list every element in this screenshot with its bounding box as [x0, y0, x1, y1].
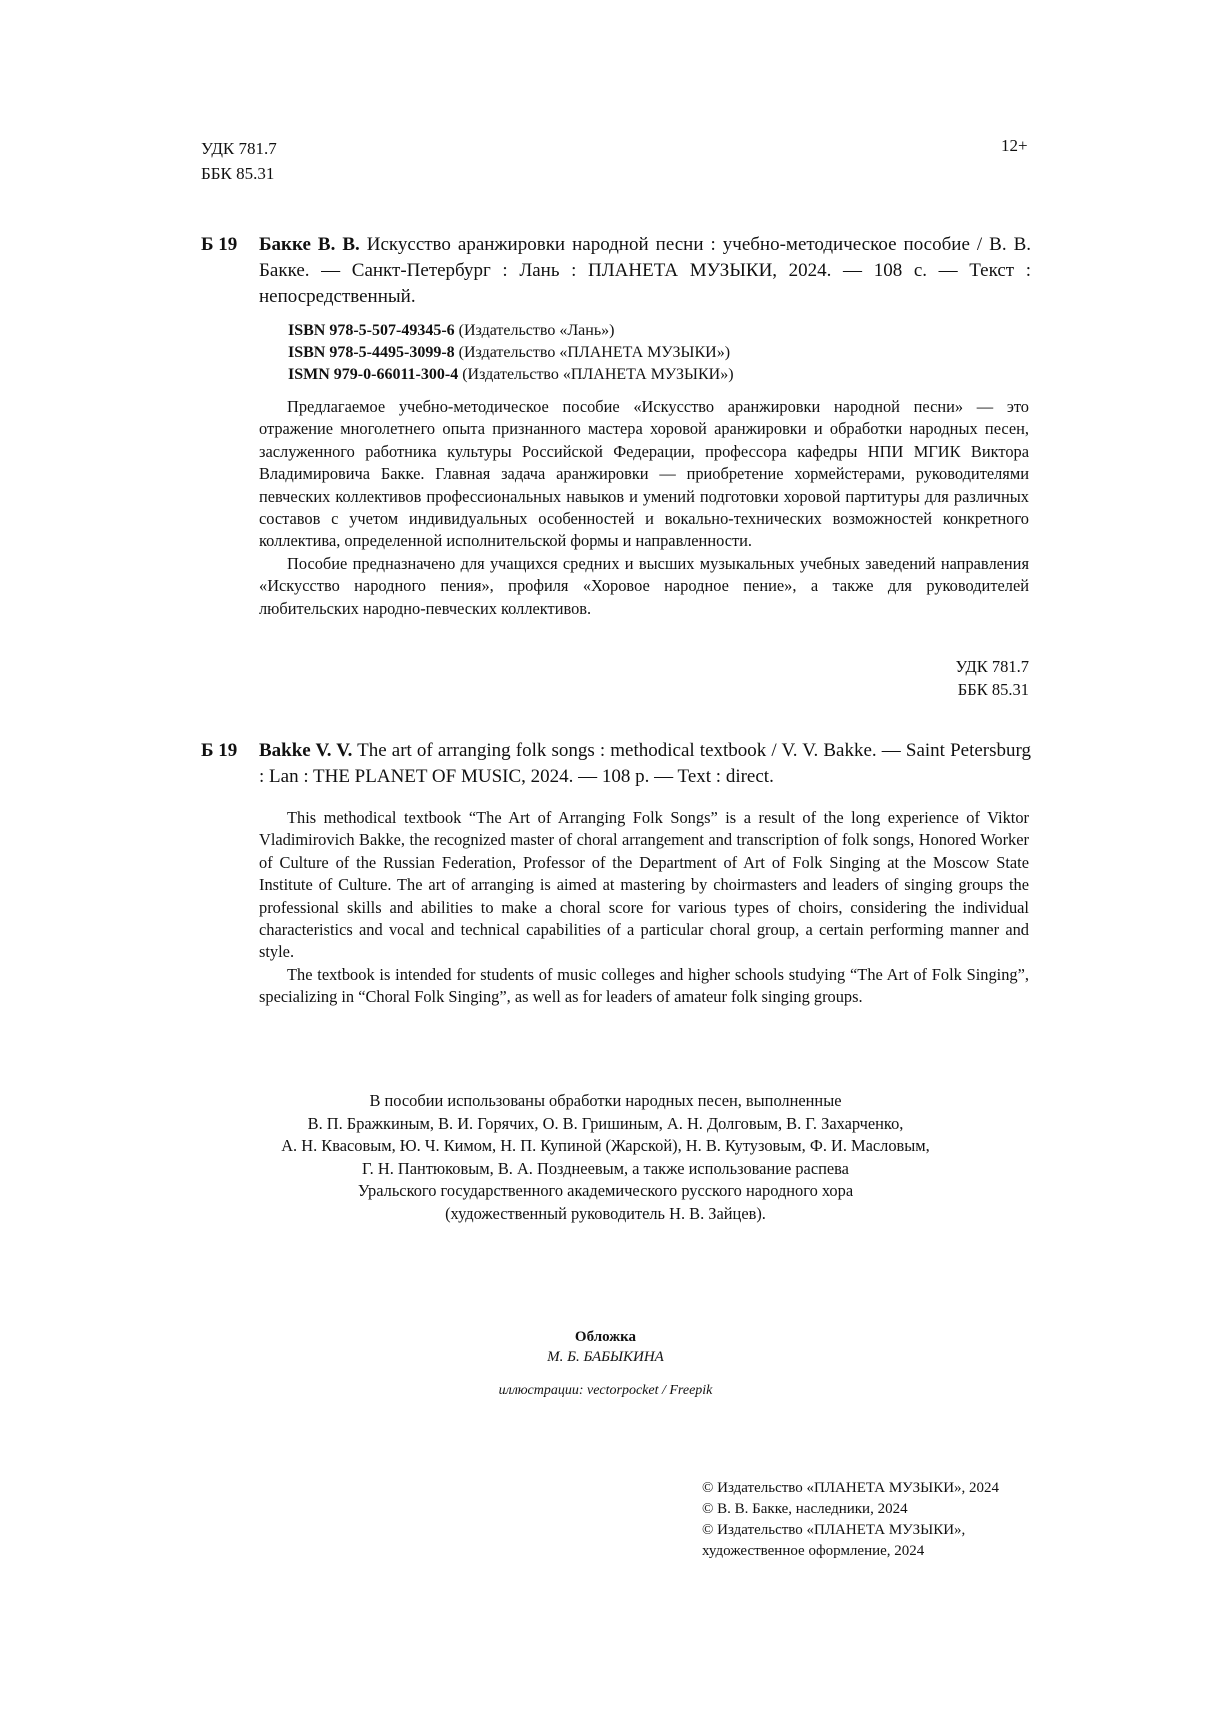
bbk-code: ББК 85.31	[201, 164, 275, 183]
en-bibliographic-entry	[201, 738, 1031, 790]
en-abstract	[259, 807, 1029, 1009]
isbn-number: ISBN 978-5-4495-3099-8	[288, 344, 455, 361]
copyright-line: художественное оформление, 2024	[702, 1543, 925, 1559]
isbn-line	[288, 342, 734, 364]
entry-code: Б 19	[201, 234, 238, 255]
isbn-line	[288, 320, 734, 342]
entry-author: Бакке В. В.	[259, 234, 360, 255]
copyright-line: © Издательство «ПЛАНЕТА МУЗЫКИ»,	[702, 1522, 966, 1538]
abstract-paragraph: The textbook is intended for students of music colleges and higher schools studying “The Art of Folk Singing”, specializing in “Choral Folk Singing”, as well as for leaders of amateur folk singing groups.	[259, 964, 1029, 1007]
udk-header	[201, 136, 277, 186]
isbn-line	[288, 364, 734, 386]
arrangement-credits	[200, 1090, 1011, 1225]
credits-line: (художественный руководитель Н. В. Зайцев).	[445, 1203, 766, 1223]
ismn-number: ISMN 979-0-66011-300-4	[288, 366, 459, 383]
illustrations-credit: иллюстрации: vectorpocket / Freepik	[498, 1383, 713, 1398]
isbn-publisher: (Издательство «ПЛАНЕТА МУЗЫКИ»)	[458, 344, 731, 361]
abstract-paragraph: This methodical textbook “The Art of Arranging Folk Songs” is a result of the long experience of Viktor Vladimirovich Bakke, the recognized master of choral arrangement and transcription of folk songs, Honored Worker of Culture of the Russian Federation, Professor of the Department of Art of Folk Singing at the Moscow State Institute of Culture. The art of arranging is aimed at mastering by choirmasters and leaders of singing groups the professional skills and abilities to make a choral score for various types of choirs, considering the individual characteristics and vocal and technical capabilities of a particular choral group, a certain performing manner and style.	[259, 808, 1029, 962]
cover-title: Обложка	[574, 1329, 637, 1345]
isbn-list	[288, 320, 734, 386]
entry-text: Искусство аранжировки народной песни : учебно-методическое пособие / В. В. Бакке. — Санкт-Петербург : Лань : ПЛАНЕТА МУЗЫКИ, 2024. — 108 с. — Текст : непосредственный.	[259, 234, 1031, 307]
credits-line: В. П. Бражкиным, В. И. Горячих, О. В. Гришиным, А. Н. Долговым, В. Г. Захарченко,	[307, 1113, 904, 1133]
age-rating: 12+	[1001, 136, 1028, 155]
udk-footer	[900, 655, 1029, 701]
entry-author: Bakke V. V.	[259, 740, 353, 761]
cover-designer: М. Б. БАБЫКИНА	[547, 1349, 664, 1365]
cover-credit	[200, 1327, 1011, 1367]
credits-line: Уральского государственного академического русского народного хора	[357, 1181, 854, 1200]
ru-bibliographic-entry	[201, 232, 1031, 310]
ru-abstract	[259, 396, 1029, 620]
copyright-block	[702, 1478, 999, 1562]
udk-code: УДК 781.7	[201, 139, 277, 158]
entry-code: Б 19	[201, 740, 238, 761]
credits-line: Г. Н. Пантюковым, В. А. Позднеевым, а также использование распева	[362, 1158, 849, 1178]
copyright-line: © В. В. Бакке, наследники, 2024	[702, 1501, 908, 1517]
abstract-paragraph: Предлагаемое учебно-методическое пособие «Искусство аранжировки народной песни» — это отражение многолетнего опыта признанного мастера хоровой аранжировки и обработки народных песен, заслуженного работника культуры Российской Федерации, профессора кафедры НПИ МГИК Виктора Владимировича Бакке. Главная задача аранжировки — приобретение хормейстерами, руководителями певческих коллективов профессиональных навыков и умений подготовки хоровой партитуры для различных составов с учетом индивидуальных особенностей и вокально-технических возможностей конкретного коллектива, определенной исполнительской формы и направленности.	[259, 397, 1029, 551]
abstract-paragraph: Пособие предназначено для учащихся средних и высших музыкальных учебных заведений направления «Искусство народного пения», профиля «Хоровое народное пение», а также для руководителей любительских народно-певческих коллективов.	[259, 553, 1029, 618]
udk-code: УДК 781.7	[955, 657, 1029, 676]
bbk-code: ББК 85.31	[957, 680, 1029, 699]
isbn-publisher: (Издательство «ПЛАНЕТА МУЗЫКИ»)	[462, 366, 734, 383]
entry-text: The art of arranging folk songs : methodical textbook / V. V. Bakke. — Saint Petersburg : Lan : THE PLANET OF MUSIC, 2024. — 108 p. — Text : direct.	[259, 740, 1031, 787]
copyright-line: © Издательство «ПЛАНЕТА МУЗЫКИ», 2024	[702, 1480, 1000, 1496]
isbn-number: ISBN 978-5-507-49345-6	[288, 322, 455, 339]
isbn-publisher: (Издательство «Лань»)	[458, 322, 615, 339]
credits-line: А. Н. Квасовым, Ю. Ч. Кимом, Н. П. Купиной (Жарской), Н. В. Кутузовым, Ф. И. Масловым,	[281, 1136, 930, 1155]
credits-line: В пособии использованы обработки народных песен, выполненные	[369, 1091, 842, 1110]
